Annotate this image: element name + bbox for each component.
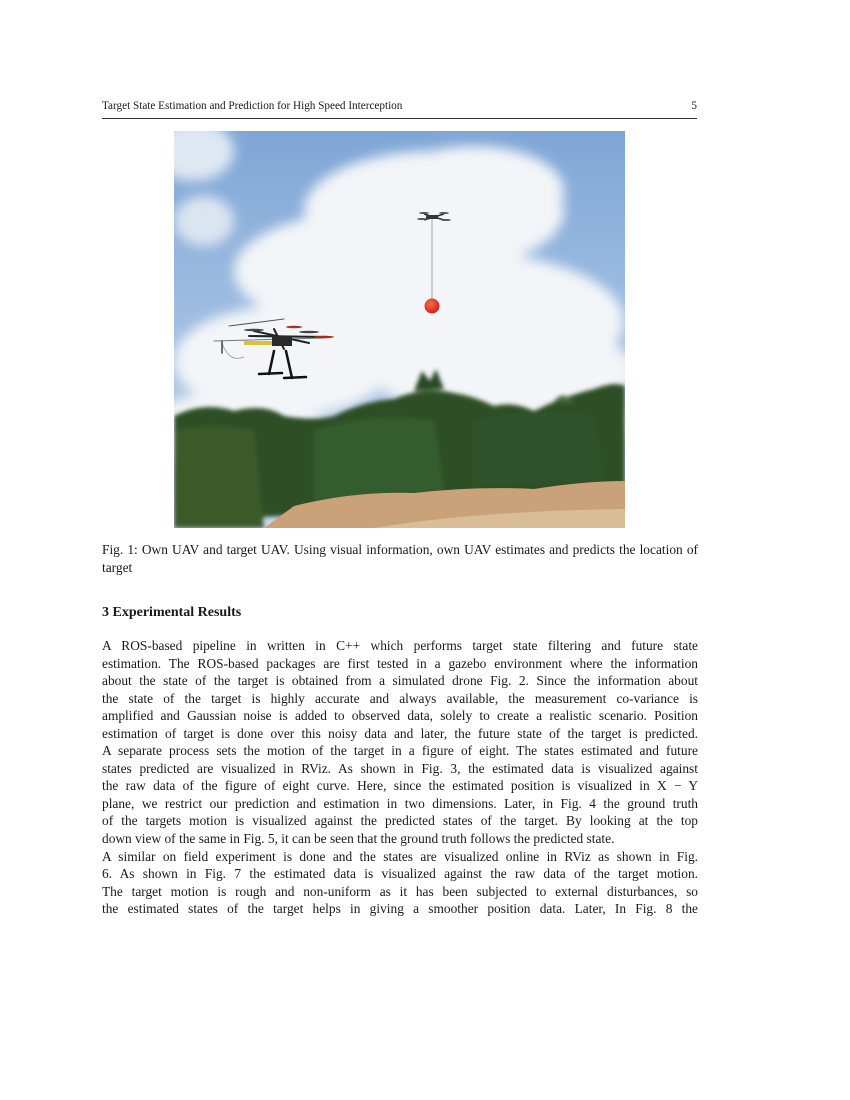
section-number: 3 [102,605,109,620]
body-line: The target motion is rough and non-uniform as it has been subjected to external disturbances, so [102,883,698,899]
body-line: estimation. The ROS-based packages are first tested in a gazebo environment where the information [102,655,698,671]
body-line: amplified and Gaussian noise is added to observed data, solely to create a realistic scenario. Position [102,708,698,724]
page-number: 5 [691,100,697,112]
body-line: plane, we restrict our prediction and estimation in two dimensions. Later, in Fig. 4 the ground truth [102,795,698,811]
body-line: about the state of the target is obtained from a simulated drone Fig. 2. Since the information about [102,673,698,689]
figure-caption [102,541,698,577]
figure-photo-uavs [174,131,625,528]
section-title: Experimental Results [112,605,242,620]
body-line: A ROS-based pipeline in written in C++ which performs target state filtering and future state [102,638,698,653]
body-line: estimation of target is done over this noisy data and later, the future state of the target is predicted. [102,725,698,741]
caption-text: Own UAV and target UAV. Using visual information, own UAV estimates and predicts the location of target [102,542,698,575]
body-line: A separate process sets the motion of the target in a figure of eight. The states estimated and future [102,743,698,759]
body-line: the raw data of the figure of eight curve. Here, since the estimated position is visualized in X − Y [102,778,698,794]
body-paragraph [102,637,698,918]
running-header [102,100,697,118]
body-line: 6. As shown in Fig. 7 the estimated data is visualized against the raw data of the target motion. [102,866,698,882]
section-heading [102,605,241,621]
body-line: the state of the target is highly accurate and always available, the measurement co-variance is [102,690,698,706]
body-line: the estimated states of the target helps in giving a smoother position data. Later, In Fig. 8 the [102,901,698,917]
body-line: of the targets motion is visualized against the predicted states of the target. By looking at the top [102,813,698,829]
header-rule [102,118,697,119]
running-title: Target State Estimation and Prediction for High Speed Interception [102,100,403,112]
body-line: states predicted are visualized in RViz. As shown in Fig. 3, the estimated data is visualized against [102,760,698,776]
body-line: A similar on field experiment is done and the states are visualized online in RViz as shown in Fig. [102,848,698,864]
caption-label: Fig. 1: [102,542,138,557]
body-line: down view of the same in Fig. 5, it can be seen that the ground truth follows the predicted state. [102,831,615,847]
